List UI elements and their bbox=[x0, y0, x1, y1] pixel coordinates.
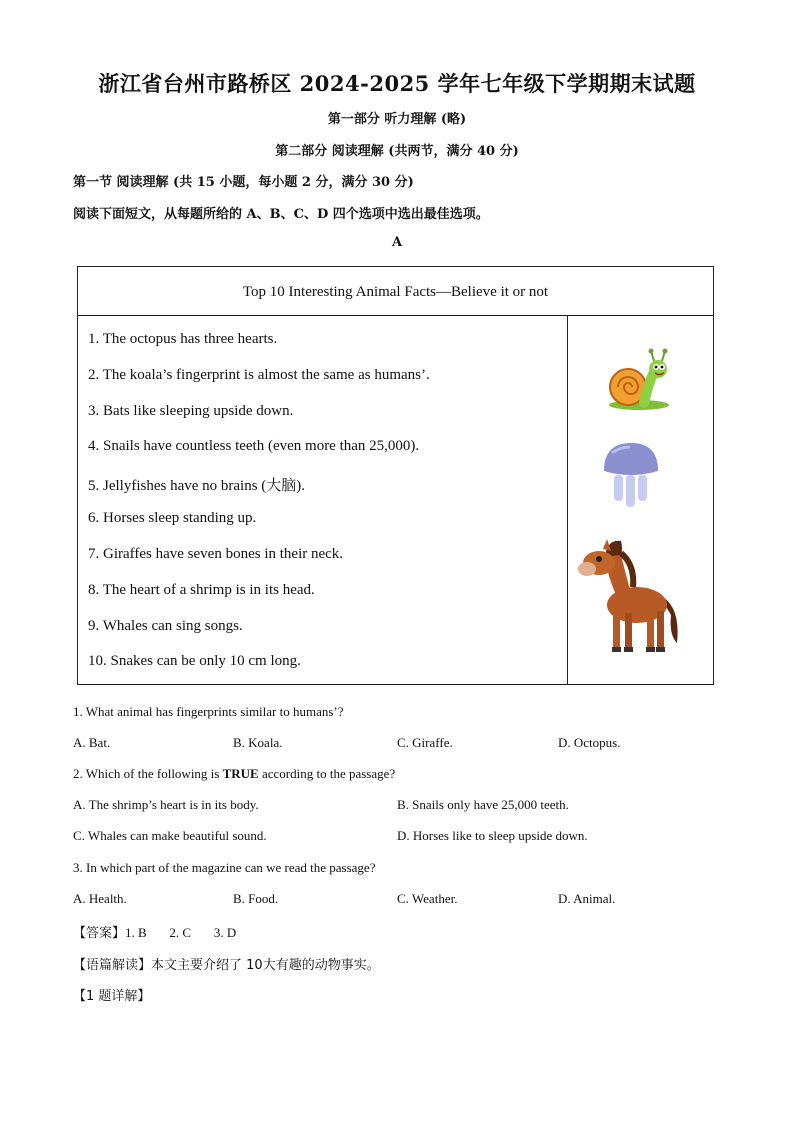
question-1-stem: 1. What animal has fingerprints similar to humans’? bbox=[73, 704, 344, 719]
detail-label: 【1 题详解】 bbox=[73, 989, 151, 1004]
fact-item: 1. The octopus has three hearts. bbox=[88, 331, 278, 347]
q2-stem-bold: TRUE bbox=[222, 766, 259, 781]
fact-item: 7. Giraffes have seven bones in their neck. bbox=[88, 546, 344, 562]
summary-line bbox=[73, 954, 380, 973]
q3-option-c[interactable]: C. Weather. bbox=[397, 891, 458, 906]
q2-option-b[interactable]: B. Snails only have 25,000 teeth. bbox=[397, 797, 569, 812]
q1-option-a[interactable]: A. Bat. bbox=[73, 735, 111, 750]
summary-label: 【语篇解读】 bbox=[73, 958, 152, 973]
section1-heading: 第一节 阅读理解 (共 15 小题，每小题 2 分，满分 30 分) bbox=[73, 175, 414, 190]
answer-values: 1. B 2. C 3. D bbox=[125, 925, 237, 940]
jellyfish-icon bbox=[600, 439, 662, 511]
fact-item: 8. The heart of a shrimp is in its head. bbox=[88, 582, 315, 598]
fact-item: 3. Bats like sleeping upside down. bbox=[88, 403, 294, 419]
q2-stem-post: according to the passage? bbox=[258, 766, 396, 781]
q3-option-d[interactable]: D. Animal. bbox=[558, 891, 616, 906]
q2-option-a[interactable]: A. The shrimp’s heart is in its body. bbox=[73, 797, 259, 812]
answer-line bbox=[73, 922, 236, 941]
q1-option-d[interactable]: D. Octopus. bbox=[558, 735, 621, 750]
fact-item: 5. Jellyfishes have no brains (大脑). bbox=[88, 478, 306, 494]
question-2-stem bbox=[73, 766, 395, 782]
fact-item: 9. Whales can sing songs. bbox=[88, 618, 243, 634]
fact-item: 6. Horses sleep standing up. bbox=[88, 510, 257, 526]
q2-option-c[interactable]: C. Whales can make beautiful sound. bbox=[73, 828, 267, 843]
fact-item: 4. Snails have countless teeth (even more than 25,000). bbox=[88, 438, 420, 454]
fact-item: 10. Snakes can be only 10 cm long. bbox=[88, 653, 301, 669]
q2-option-d[interactable]: D. Horses like to sleep upside down. bbox=[397, 828, 588, 843]
part1-heading: 第一部分 听力理解 (略) bbox=[327, 112, 467, 127]
table-divider bbox=[567, 315, 568, 685]
q2-stem-pre: 2. Which of the following is bbox=[73, 766, 223, 781]
snail-icon bbox=[606, 347, 672, 413]
q1-option-b[interactable]: B. Koala. bbox=[233, 735, 283, 750]
facts-table-heading: Top 10 Interesting Animal Facts—Believe it or not bbox=[78, 267, 713, 316]
answer-label: 【答案】 bbox=[73, 926, 126, 941]
question-3-stem: 3. In which part of the magazine can we read the passage? bbox=[73, 860, 376, 875]
page-title: 浙江省台州市路桥区 2024-2025 学年七年级下学期期末试题 bbox=[98, 71, 696, 96]
horse-icon bbox=[577, 535, 687, 657]
passage-letter: A bbox=[391, 235, 403, 250]
instruction-text: 阅读下面短文，从每题所给的 A、B、C、D 四个选项中选出最佳选项。 bbox=[73, 207, 489, 222]
summary-text: 本文主要介绍了 10大有趣的动物事实。 bbox=[151, 958, 380, 973]
fact-item: 2. The koala’s fingerprint is almost the same as humans’. bbox=[88, 367, 430, 383]
q3-option-a[interactable]: A. Health. bbox=[73, 891, 127, 906]
q3-option-b[interactable]: B. Food. bbox=[233, 891, 279, 906]
part2-heading: 第二部分 阅读理解 (共两节，满分 40 分) bbox=[275, 144, 519, 159]
facts-table bbox=[77, 266, 714, 685]
q1-option-c[interactable]: C. Giraffe. bbox=[397, 735, 453, 750]
